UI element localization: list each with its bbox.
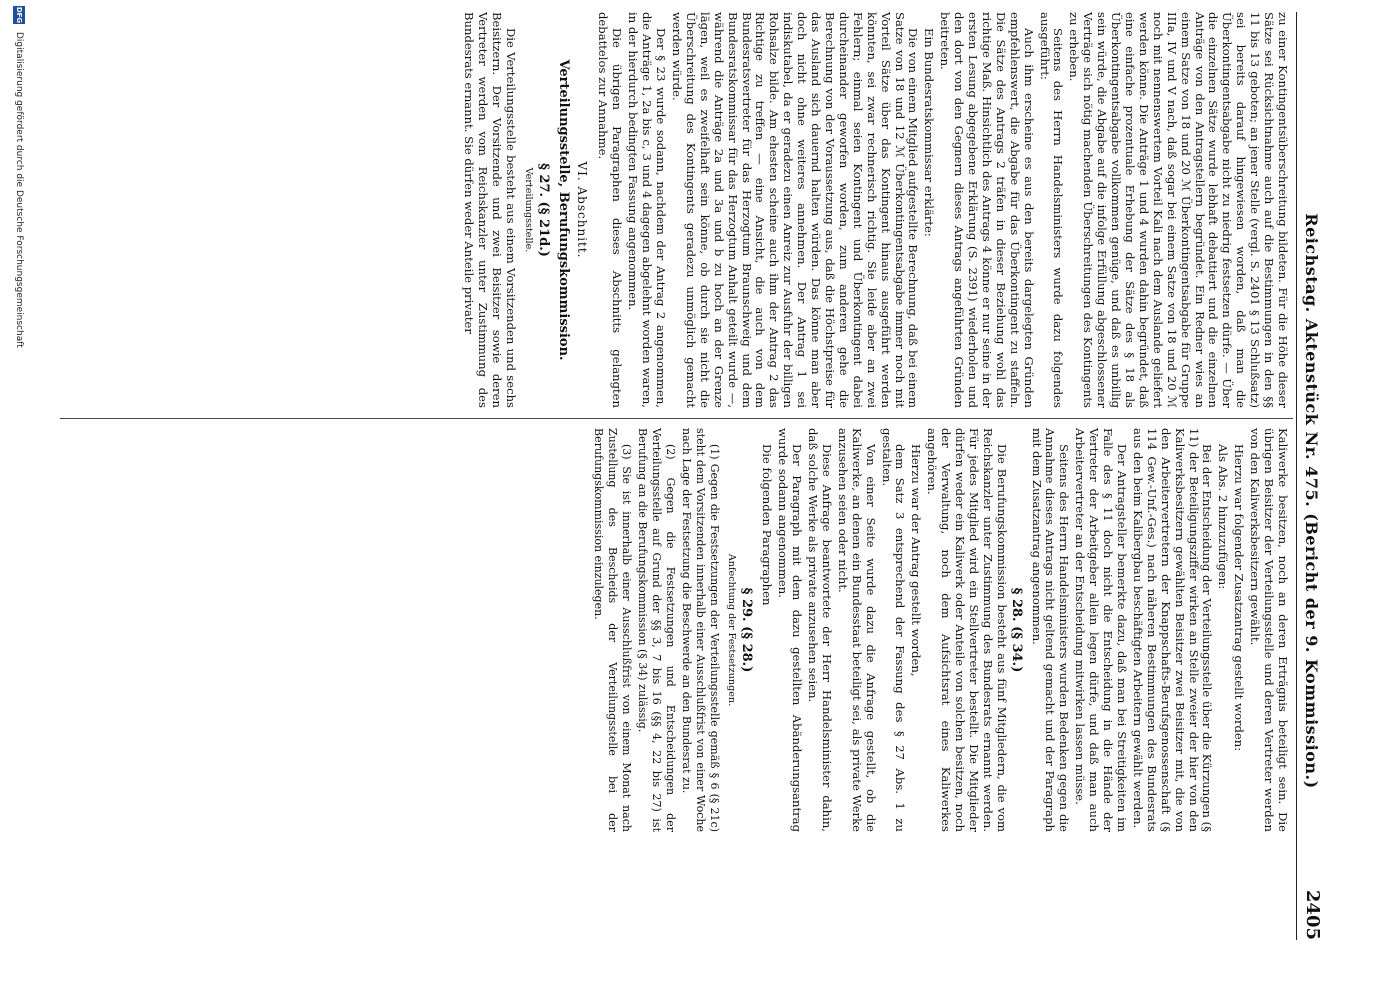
paragraph: Kaliwerke besitzen, noch an deren Erträgnis beteiligt sein. Die übrigen Beisitzer der Verteilungsstelle und deren Vertreter werden von den Kaliwerksbesitzern gewählt.	[1248, 428, 1290, 832]
dfg-logo-icon: DFG	[15, 6, 23, 24]
digitization-note	[8, 6, 30, 986]
paragraph: Die Berufungskommission besteht aus fünf Mitgliedern, die vom Reichskanzler unter Zustimmung des Bundesrats ernannt werden. Für jedes Mitglied wird ein Stellvertreter bestellt. Die Mitglieder dürfen weder ein Kaliwerk oder Anteile von solchen besitzen, noch der Verwaltung, noch dem Aufsichtsrat eines Kaliwerkes angehören.	[925, 428, 1009, 832]
list-item: (1) Gegen die Festsetzungen der Verteilungsstelle gemäß § 6 (§ 21c) steht dem Vorsitzenden innerhalb einer Ausschlußfrist von einer Woche nach Lage der Festsetzung die Beschwerde an den Bundesrat zu.	[679, 428, 721, 832]
paragraph: Auch ihm erscheine es aus den bereits dargelegten Gründen empfehlenswert, die Abgabe für das Überkontingent zu staffeln. Die Sätze des Antrags 2 träfen in dieser Beziehung wohl das richtige Maß. Hinsichtlich des Antrags 4 könne er nur seine in der ersten Lesung abgegebene Erklärung (S. 2391) wiederholen und den dort von den Gegnern dieses Antrags angeführten Gründen beitreten.	[938, 12, 1036, 408]
right-column	[70, 428, 1289, 832]
paragraph: Hierzu war folgender Zusatzantrag gestellt worden:	[1232, 444, 1247, 752]
section-heading: VI. Abschnitt.	[574, 161, 589, 259]
paragraph: Von einer Seite wurde dazu die Anfrage gestellt, ob die Kaliwerke, an denen ein Bundesstaat beteiligt sei, als private Werke anzusehen seien oder nicht.	[835, 428, 878, 832]
paragraph: Die folgenden Paragraphen	[760, 444, 775, 606]
page-number: 2405	[1302, 889, 1323, 940]
paragraph-subheading: Anfechtung der Festsetzungen.	[726, 553, 738, 707]
paragraph-heading-28: § 28. (§ 34.)	[1008, 587, 1024, 673]
paragraph-heading-27: § 27. (§ 21d.)	[535, 163, 551, 257]
paragraph: Diese Anfrage beantwortete der Herr Handelsminister dahin, daß solche Werke als private anzusehen seien.	[806, 428, 834, 832]
paragraph: Die übrigen Paragraphen dieses Abschnitts gelangten debattelos zur Annahme.	[596, 12, 625, 408]
paragraph: zu einer Kontingentsüberschreitung bildeten. Für die Höhe dieser Sätze sei Rücksichtnahme auch auf die Bestimmungen in den §§ 11 bis 13 geboten; an jener Stelle (vergl. S. 2401 § 13 Schlußsatz) sei bereits darauf hingewiesen worden, daß man die Überkontingentsabgabe nicht zu niedrig festsetzen dürfe. — Über die einzelnen Sätze wurde lebhaft debattiert und die einzelnen Anträge von den Antragstellern begründet. Ein Redner wies an einem Satze von 18 und 20 ℳ Überkontingentsabgabe für Gruppe IIIa, IV und V nach, daß sogar bei einem Satze von 18 und 20 ℳ noch mit nennenswertem Vorteil Kali nach dem Auslande geliefert werden könne. Die Anträge 1 und 4 wurden dahin begründet, daß eine einfache prozentuale Erhebung der Sätze des § 18 als Überkontingentsabgabe vollkommen genüge, und daß es unbillig sein würde, die Abgabe auf die infolge Erfüllung abgeschlossener Verträge sich nötig machenden Überschreitungen des Kontingents zu erheben.	[1067, 12, 1290, 408]
paragraph: Bei der Entscheidung der Verteilungsstelle über die Kürzungen (§ 11) der Beteiligungsziffer wirken an Stelle zweier der hier von den Kaliwerksbesitzern gewählten Beisitzer zwei Beisitzer mit, die von den Arbeitervertretern der Knappschafts-Berufsgenossenschaft (§ 114 Gew.-Unf.-Ges.) nach näheren Bestimmungen des Bundesrats aus den beim Kalibergbau beschäftigten Arbeitern gewählt werden.	[1130, 428, 1215, 832]
digitization-text: Digitalisierung gefördert durch die Deutsche Forschungsgemeinschaft	[14, 32, 24, 348]
paragraph: Der Antragsteller bemerkte dazu, daß man bei Streitigkeiten im Falle des § 11 doch nicht die Entscheidung in die Hände der Vertreter der Arbeitgeber allein legen dürfe, und daß man auch Arbeitervertreter an der Entscheidung mitwirken lassen müsse.	[1073, 428, 1130, 832]
page-header	[1296, 12, 1323, 940]
paragraph: Als Abs. 2 hinzuzufügen:	[1216, 444, 1231, 590]
list-item: (3) Sie ist innerhalb einer Ausschlußfrist von einem Monat nach Zustellung des Bescheids der Verteilungsstelle bei der Berufungskommission einzulegen.	[592, 428, 634, 832]
paragraph: dem Satz 3 entsprechend der Fassung des § 27 Abs. 1 zu gestalten.	[879, 428, 908, 832]
paragraph: Der § 23 wurde sodann, nachdem der Antrag 2 angenommen, die Anträge 1, 2a bis c, 3 und 4 dagegen abgelehnt worden waren, in der hierdurch bedingten Fassung angenommen.	[626, 12, 669, 408]
paragraph-subheading: Verteilungsstelle.	[522, 167, 534, 253]
section-title: Verteilungsstelle, Berufungskommission.	[555, 59, 571, 361]
page-title: Reichstag. Aktenstück Nr. 475. (Bericht der 9. Kommission.)	[1302, 213, 1321, 789]
paragraph: Die Verteilungsstelle besteht aus einem Vorsitzenden und sechs Beisitzern. Der Vorsitzende und zwei Beisitzer sowie deren Vertreter werden vom Reichskanzler unter Zustimmung des Bundesrats ernannt. Sie dürfen weder Anteile privater	[462, 12, 518, 408]
paragraph: Hierzu war der Antrag gestellt worden,	[909, 444, 924, 677]
paragraph: Seitens des Herrn Handelsministers wurde dazu folgendes ausgeführt:	[1037, 12, 1066, 408]
paragraph: Der Paragraph mit dem dazu gestellten Abänderungsantrag wurde sodann angenommen.	[776, 428, 805, 832]
left-column	[70, 12, 1289, 408]
paragraph-heading-29: § 29. (§ 28.)	[739, 587, 755, 673]
column-divider	[60, 418, 1293, 419]
list-item: (2) Gegen die Festsetzungen und Entscheidungen der Verteilungsstelle auf Grund der §§ 3, 7 bis 16 (§§ 4, 22 bis 27) ist Berufung an die Berufungskommission (§ 34) zulässig.	[636, 428, 677, 832]
paragraph: Seitens des Herrn Handelsministers wurden Bedenken gegen die Annahme dieses Antrags nicht geltend gemacht und der Paragraph mit dem Zusatzantrag angenommen.	[1029, 428, 1072, 832]
paragraph: Ein Bundesratskommissar erklärte:	[922, 28, 937, 237]
paragraph: Die von einem Mitglied aufgestellte Berechnung, daß bei einem Satze von 18 und 12 ℳ Überkontingentsabgabe immer noch mit Vorteil Sätze über das Kontingent hinaus ausgeführt werden könnten, sei zwar rechnerisch richtig. Sie leide aber an zwei Fehlern; einmal seien Kontingent und Überkontingent dabei durcheinander geworfen worden, zum anderen gehe die Berechnung von der Voraussetzung aus, daß die Höchstpreise für das Ausland sich dauernd halten würden. Das könne man aber doch nicht ohne weiteres annehmen. Der Antrag 1 sei indiskutabel, da er geradezu einen Anreiz zur Ausfuhr der billigen Rohsalze bilde. Am ehesten scheine auch ihm der Antrag 2 das Richtige zu treffen — eine Ansicht, die auch von dem Bundesratsvertreter für das Herzogtum Braunschweig und dem Bundesratskommissar für das Herzogtum Anhalt geteilt wurde —, während die Anträge 2a und 3a und b zu hoch an der Grenze lägen, weil es zweifelhaft sein könne, ob durch sie nicht die Überschreitung des Kontingents geradezu unmöglich gemacht werden würde.	[670, 12, 921, 408]
